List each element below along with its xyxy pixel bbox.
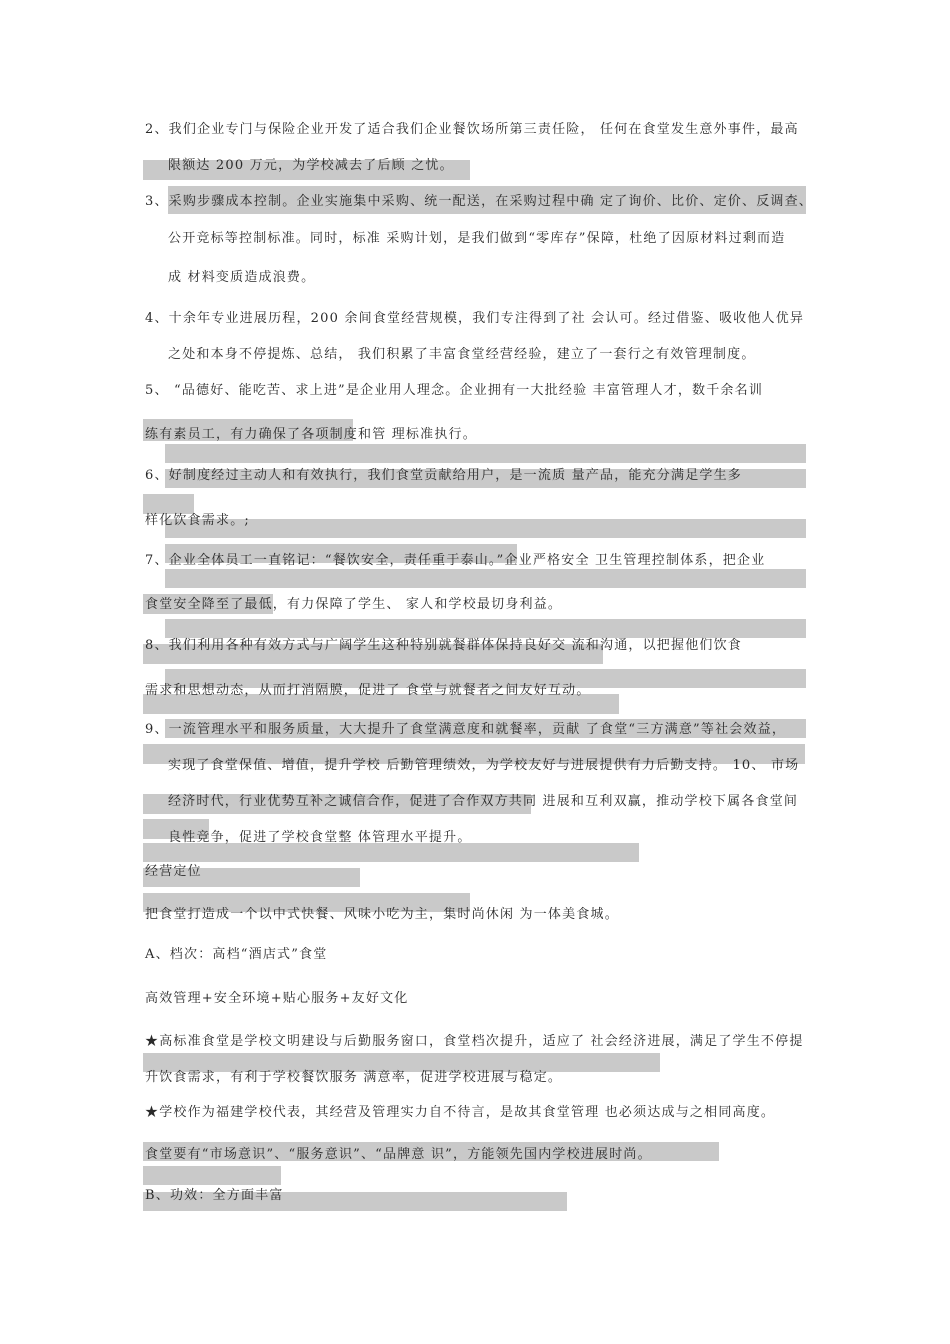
section-heading: 经营定位 bbox=[145, 864, 202, 879]
paragraph-3-line-1: 3、采购步骤成本控制。企业实施集中采购、统一配送，在采购过程中确 定了询价、比价、定价、反调查、 bbox=[145, 194, 814, 209]
star-item-2: ★学校作为福建学校代表，其经营及管理实力自不待言，是故其食堂管理 也必须达成与之相同高度。 bbox=[145, 1105, 776, 1120]
paragraph-6-line-1: 6、好制度经过主动人和有效执行，我们食堂贡献给用户，是一流质 量产品，能充分满足学生多 bbox=[145, 468, 743, 483]
star-item-1-line-2: 升饮食需求，有利于学校餐饮服务 满意率，促进学校进展与稳定。 bbox=[145, 1070, 563, 1085]
star-item-1-line-1: ★高标准食堂是学校文明建设与后勤服务窗口，食堂档次提升，适应了 社会经济进展，满足了学生不停提 bbox=[145, 1034, 804, 1049]
paragraph-10-line-2: 良性竞争，促进了学校食堂整 体管理水平提升。 bbox=[168, 830, 472, 845]
paragraph-4-line-2: 之处和本身不停提炼、总结， 我们积累了丰富食堂经营经验，建立了一套行之有效管理制度。 bbox=[168, 347, 756, 362]
highlight-bar bbox=[165, 569, 806, 588]
highlight-bar bbox=[143, 494, 194, 514]
paragraph-10-line-1: 经济时代，行业优势互补之诚信合作，促进了合作双方共同 进展和互利双赢，推动学校下属各食堂间 bbox=[168, 794, 799, 809]
highlight-bar bbox=[165, 519, 806, 538]
heading-b-function: B、功效：全方面丰富 bbox=[145, 1188, 284, 1203]
paragraph-5-line-2: 练有素员工，有力确保了各项制度和管 理标准执行。 bbox=[145, 427, 477, 442]
paragraph-8-line-2: 需求和思想动态，从而打消隔膜，促进了 食堂与就餐者之间友好互动。 bbox=[145, 683, 591, 698]
paragraph-3-line-3: 成 材料变质造成浪费。 bbox=[168, 270, 316, 285]
paragraph-7-line-2: 食堂安全降至了最低，有力保障了学生、 家人和学校最切身利益。 bbox=[145, 597, 563, 612]
highlight-bar bbox=[165, 444, 806, 463]
paragraph-4-line-1: 4、十余年专业进展历程，200 余间食堂经营规模，我们专注得到了社 会认可。经过借鉴、吸收他人优异 bbox=[145, 311, 805, 326]
highlight-bar bbox=[165, 619, 806, 638]
paragraph-2-line-2: 限额达 200 万元，为学校减去了后顾 之忧。 bbox=[168, 158, 454, 173]
paragraph-8-line-1: 8、我们利用各种有效方式与广阔学生这种特别就餐群体保持良好交 流和沟通，以把握他们饮食 bbox=[145, 638, 743, 653]
paragraph-7-line-1: 7、企业全体员工一直铭记：“餐饮安全，责任重于泰山。”企业严格安全 卫生管理控制体系，把企业 bbox=[145, 553, 766, 568]
paragraph-5-line-1: 5、 “品德好、能吃苦、求上进”是企业用人理念。企业拥有一大批经验 丰富管理人才，数千余名训 bbox=[145, 383, 764, 398]
paragraph-2-line-1: 2、我们企业专门与保险企业开发了适合我们企业餐饮场所第三责任险， 任何在食堂发生意外事件，最高 bbox=[145, 122, 799, 137]
formula-line: 高效管理+安全环境+贴心服务+友好文化 bbox=[145, 991, 409, 1006]
heading-a-grade: A、档次：高档“酒店式”食堂 bbox=[145, 947, 328, 962]
paragraph-3-line-2: 公开竞标等控制标准。同时，标准 采购计划，是我们做到“零库存”保障，杜绝了因原材料过剩而造 bbox=[168, 231, 786, 246]
highlight-bar bbox=[143, 1166, 281, 1185]
awareness-line: 食堂要有“市场意识”、“服务意识”、“品牌意 识”，方能领先国内学校进展时尚。 bbox=[145, 1147, 652, 1162]
paragraph-6-line-2: 样化饮食需求。; bbox=[145, 513, 250, 528]
paragraph-9-line-1: 9、一流管理水平和服务质量，大大提升了食堂满意度和就餐率，贡献 了食堂“三方满意”等社会效益， bbox=[145, 722, 787, 737]
paragraph-9-line-2: 实现了食堂保值、增值，提升学校 后勤管理绩效，为学校友好与进展提供有力后勤支持。 10、 市场 bbox=[168, 758, 800, 773]
positioning-statement: 把食堂打造成一个以中式快餐、风味小吃为主，集时尚休闲 为一体美食城。 bbox=[145, 907, 619, 922]
